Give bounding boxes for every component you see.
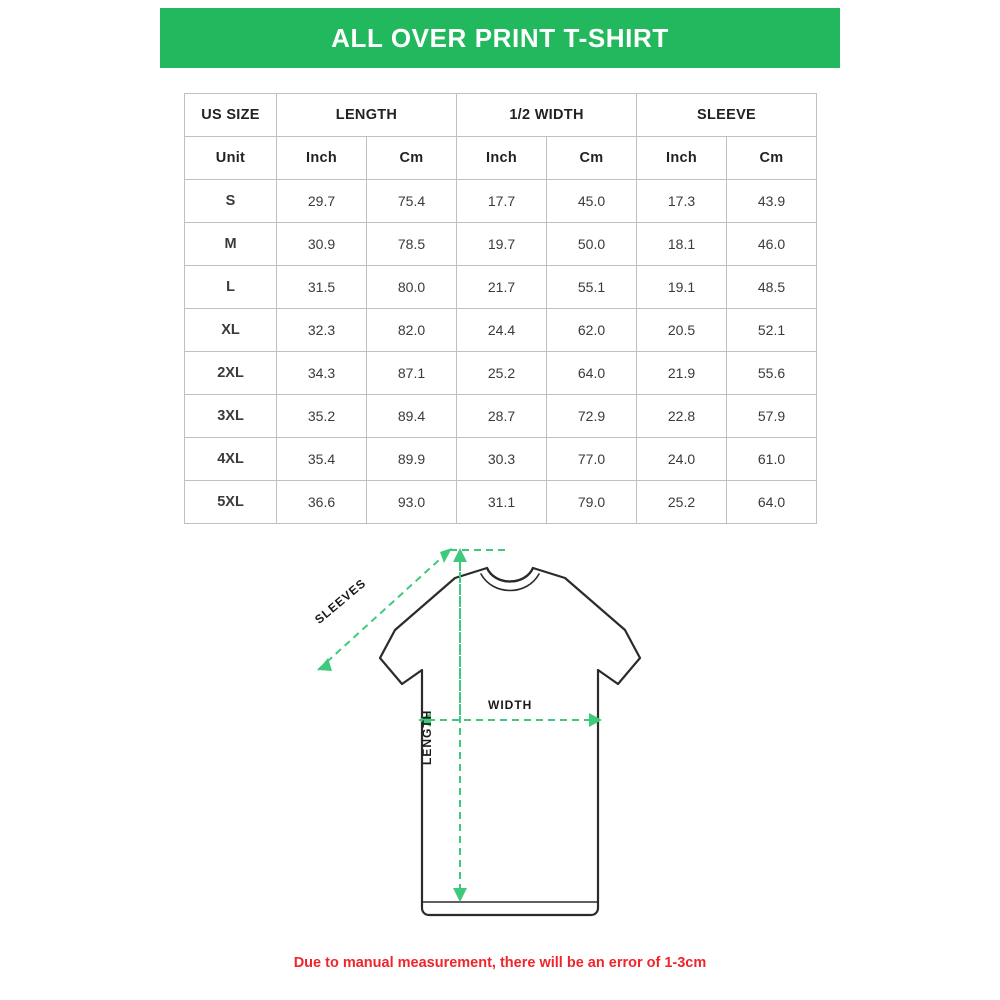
cell-width-inch: 24.4	[457, 309, 547, 352]
label-width: WIDTH	[488, 698, 533, 712]
table-row	[185, 438, 817, 481]
cell-length-cm: 89.4	[367, 395, 457, 438]
cell-width-inch: 30.3	[457, 438, 547, 481]
cell-length-inch: 35.2	[277, 395, 367, 438]
cell-sleeve-cm: 43.9	[727, 180, 817, 223]
row-size: L	[185, 266, 277, 309]
cell-sleeve-inch: 24.0	[637, 438, 727, 481]
cell-sleeve-cm: 52.1	[727, 309, 817, 352]
cell-length-inch: 29.7	[277, 180, 367, 223]
table-header	[185, 94, 817, 180]
cell-length-cm: 78.5	[367, 223, 457, 266]
cell-length-cm: 75.4	[367, 180, 457, 223]
unit-sleeve-inch: Inch	[637, 137, 727, 180]
measurement-diagram	[250, 530, 770, 930]
cell-width-cm: 62.0	[547, 309, 637, 352]
cell-width-inch: 28.7	[457, 395, 547, 438]
table-group-header-row	[185, 94, 817, 137]
table-row	[185, 481, 817, 524]
cell-sleeve-cm: 57.9	[727, 395, 817, 438]
row-size: 3XL	[185, 395, 277, 438]
size-chart-table	[184, 93, 817, 524]
row-size: 5XL	[185, 481, 277, 524]
cell-sleeve-inch: 25.2	[637, 481, 727, 524]
row-size: 2XL	[185, 352, 277, 395]
cell-sleeve-cm: 46.0	[727, 223, 817, 266]
cell-width-cm: 45.0	[547, 180, 637, 223]
cell-sleeve-cm: 61.0	[727, 438, 817, 481]
unit-width-inch: Inch	[457, 137, 547, 180]
table-unit-row	[185, 137, 817, 180]
label-sleeves: SLEEVES	[312, 575, 369, 627]
cell-sleeve-inch: 18.1	[637, 223, 727, 266]
table-row	[185, 266, 817, 309]
cell-width-inch: 21.7	[457, 266, 547, 309]
cell-length-cm: 89.9	[367, 438, 457, 481]
cell-sleeve-cm: 64.0	[727, 481, 817, 524]
cell-width-cm: 50.0	[547, 223, 637, 266]
row-size: XL	[185, 309, 277, 352]
cell-length-cm: 80.0	[367, 266, 457, 309]
cell-length-inch: 35.4	[277, 438, 367, 481]
tshirt-illustration	[250, 530, 770, 930]
label-length: LENGTH	[420, 709, 434, 765]
table-row	[185, 352, 817, 395]
row-size: M	[185, 223, 277, 266]
table-row	[185, 309, 817, 352]
unit-length-cm: Cm	[367, 137, 457, 180]
cell-sleeve-inch: 21.9	[637, 352, 727, 395]
cell-length-cm: 82.0	[367, 309, 457, 352]
cell-length-inch: 36.6	[277, 481, 367, 524]
size-chart-table-wrapper	[184, 93, 816, 524]
cell-width-inch: 31.1	[457, 481, 547, 524]
unit-sleeve-cm: Cm	[727, 137, 817, 180]
cell-width-cm: 64.0	[547, 352, 637, 395]
cell-width-inch: 19.7	[457, 223, 547, 266]
cell-length-inch: 34.3	[277, 352, 367, 395]
column-header-us-size: US SIZE	[185, 94, 277, 137]
cell-length-inch: 30.9	[277, 223, 367, 266]
row-size: S	[185, 180, 277, 223]
header-banner	[160, 8, 840, 68]
table-row	[185, 223, 817, 266]
cell-width-cm: 72.9	[547, 395, 637, 438]
cell-length-inch: 31.5	[277, 266, 367, 309]
cell-sleeve-inch: 17.3	[637, 180, 727, 223]
cell-sleeve-cm: 55.6	[727, 352, 817, 395]
table-row	[185, 180, 817, 223]
cell-width-cm: 55.1	[547, 266, 637, 309]
page-title: ALL OVER PRINT T-SHIRT	[331, 22, 669, 53]
cell-sleeve-inch: 19.1	[637, 266, 727, 309]
cell-length-inch: 32.3	[277, 309, 367, 352]
cell-width-cm: 77.0	[547, 438, 637, 481]
cell-sleeve-inch: 22.8	[637, 395, 727, 438]
cell-length-cm: 93.0	[367, 481, 457, 524]
cell-width-inch: 25.2	[457, 352, 547, 395]
cell-width-cm: 79.0	[547, 481, 637, 524]
table-row	[185, 395, 817, 438]
unit-label: Unit	[185, 137, 277, 180]
measurement-disclaimer: Due to manual measurement, there will be an error of 1-3cm	[293, 955, 707, 971]
table-body	[185, 180, 817, 524]
column-header-half-width: 1/2 WIDTH	[457, 94, 637, 137]
column-header-sleeve: SLEEVE	[637, 94, 817, 137]
cell-length-cm: 87.1	[367, 352, 457, 395]
cell-sleeve-inch: 20.5	[637, 309, 727, 352]
cell-sleeve-cm: 48.5	[727, 266, 817, 309]
row-size: 4XL	[185, 438, 277, 481]
column-header-length: LENGTH	[277, 94, 457, 137]
cell-width-inch: 17.7	[457, 180, 547, 223]
unit-length-inch: Inch	[277, 137, 367, 180]
unit-width-cm: Cm	[547, 137, 637, 180]
